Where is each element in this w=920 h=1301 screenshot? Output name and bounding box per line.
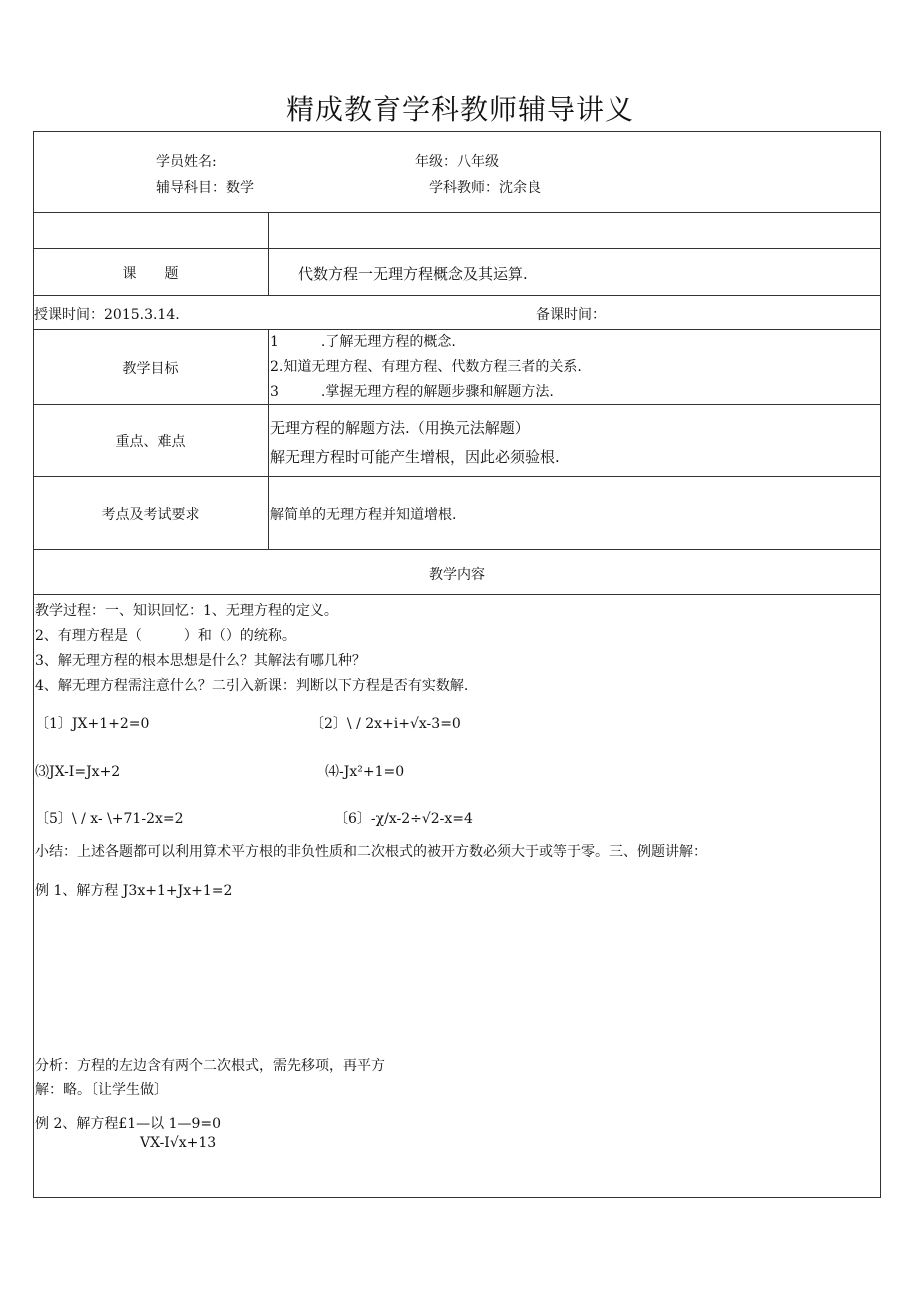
row-divider — [33, 295, 881, 296]
row-divider — [33, 476, 881, 477]
prep-time: 备课时间： — [536, 307, 606, 323]
topic-value: 代数方程一无理方程概念及其运算. — [298, 265, 528, 283]
equation-1: 〔1〕JX+1+2=0 — [35, 716, 150, 732]
content-line: 教学过程：一、知识回忆：1、无理方程的定义。 — [35, 603, 338, 619]
column-divider — [268, 212, 269, 295]
row-divider — [33, 404, 881, 405]
goal-item: 2.知道无理方程、有理方程、代数方程三者的关系. — [270, 359, 582, 375]
content-header: 教学内容 — [429, 567, 485, 583]
goal-item: 1 .了解无理方程的概念. — [270, 334, 456, 350]
equation-4: ⑷-Jx²+1=0 — [325, 764, 405, 780]
goal-item: 3 .掌握无理方程的解题步骤和解题方法. — [270, 384, 554, 400]
summary-text: 小结：上述各题都可以利用算术平方根的非负性质和二次根式的被开方数必须大于或等于零。三、例题讲解： — [35, 844, 707, 860]
goals-label: 教学目标 — [122, 361, 179, 377]
exam-label: 考点及考试要求 — [101, 507, 200, 523]
row-divider — [33, 594, 881, 595]
keypoint-line: 解无理方程时可能产生增根，因此必须验根. — [270, 448, 560, 466]
lesson-time: 授课时间：2015.3.14. — [34, 307, 180, 323]
content-line: 2、有理方程是（ ）和（）的统称。 — [35, 628, 296, 644]
equation-3: ⑶JX-I=Jx+2 — [35, 764, 121, 780]
grade-label: 年级：八年级 — [415, 154, 499, 170]
topic-label: 课 题 — [122, 266, 179, 282]
column-divider — [268, 329, 269, 549]
solution-text: 解：略。〔让学生做〕 — [35, 1082, 168, 1098]
row-divider — [33, 329, 881, 330]
content-line: 4、解无理方程需注意什么？二引入新课：判断以下方程是否有实数解. — [35, 678, 469, 694]
subject-label: 辅导科目：数学 — [156, 180, 254, 196]
analysis-text: 分析：方程的左边含有两个二次根式，需先移项，再平方 — [35, 1058, 385, 1074]
teacher-label: 学科教师：沈余良 — [429, 180, 541, 196]
page-title: 精成教育学科教师辅导讲义 — [285, 93, 634, 126]
exam-value: 解简单的无理方程并知道增根. — [270, 507, 457, 523]
equation-6: 〔6〕-χ/x-2÷√2-x=4 — [334, 811, 473, 827]
row-divider — [33, 549, 881, 550]
example-2-denominator: VX-I√x+13 — [140, 1135, 217, 1151]
equation-2: 〔2〕\ / 2x+i+√x-3=0 — [310, 716, 461, 732]
equation-5: 〔5〕\ / x- \+71-2x=2 — [35, 811, 184, 827]
content-line: 3、解无理方程的根本思想是什么？其解法有哪几种？ — [35, 653, 366, 669]
example-2: 例 2、解方程£1—以 1—9=0 — [35, 1116, 222, 1132]
keypoints-label: 重点、难点 — [115, 434, 186, 450]
row-divider — [33, 248, 881, 249]
example-1: 例 1、解方程 J3x+1+Jx+1=2 — [35, 883, 233, 899]
row-divider — [33, 212, 881, 213]
keypoint-line: 无理方程的解题方法.（用换元法解题） — [270, 419, 530, 437]
student-name-label: 学员姓名: — [156, 154, 217, 170]
